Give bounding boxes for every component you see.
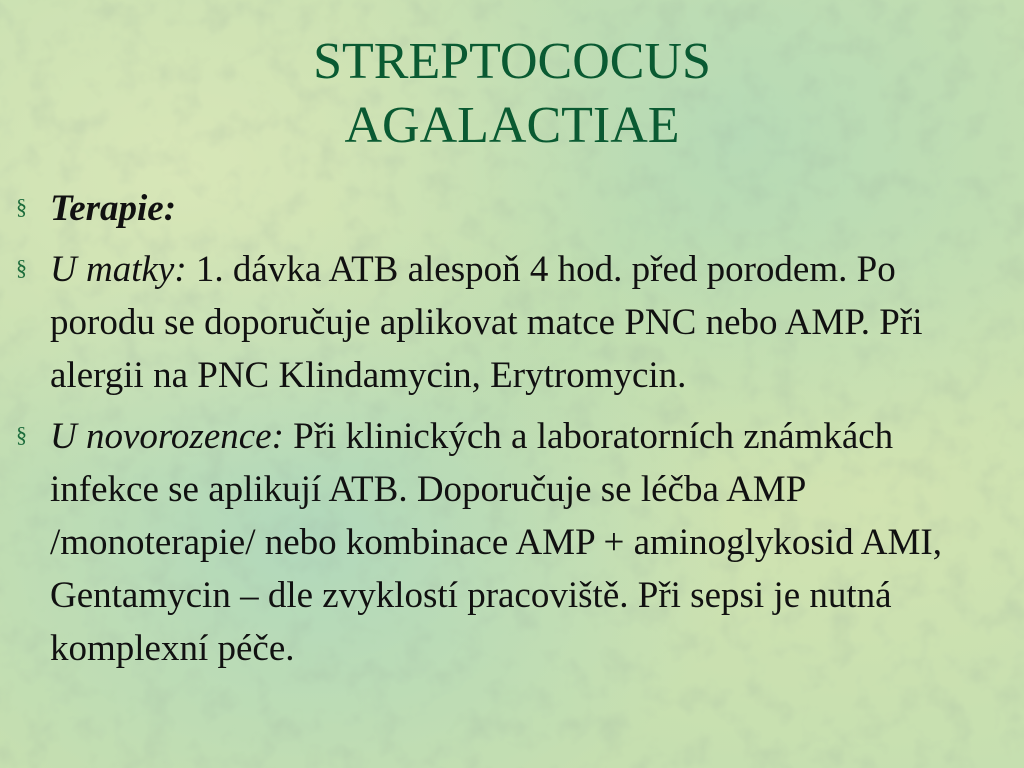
bullet-terapie — [12, 182, 1002, 235]
title-line-2: AGALACTIAE — [344, 97, 680, 154]
title-line-1: STREPTOCOCUS — [313, 33, 711, 90]
bullet-label: U novorozence: — [50, 416, 284, 457]
bullet-text: Při klinických a laboratorních známkách infekce se aplikují ATB. Doporučuje se léčba AMP /monoterapie/ nebo kombinace AMP + aminoglykosid AMI, Gentamycin – dle zvyklostí pracoviště. Při sepsi je nutná komplexní péče. — [50, 416, 942, 669]
bullet-u-matky — [12, 243, 1002, 402]
slide-title — [0, 30, 1024, 158]
bullet-marker-icon: § — [16, 422, 27, 447]
bullet-label: U matky: — [50, 249, 187, 290]
bullet-u-novorozence — [12, 410, 1002, 675]
bullet-list — [12, 182, 1002, 683]
bullet-marker-icon: § — [16, 194, 27, 219]
bullet-text: 1. dávka ATB alespoň 4 hod. před porodem. Po porodu se doporučuje aplikovat matce PNC nebo AMP. Při alergii na PNC Klindamycin, Erytromycin. — [50, 249, 923, 396]
bullet-label: Terapie: — [50, 188, 177, 229]
bullet-marker-icon: § — [16, 255, 27, 280]
